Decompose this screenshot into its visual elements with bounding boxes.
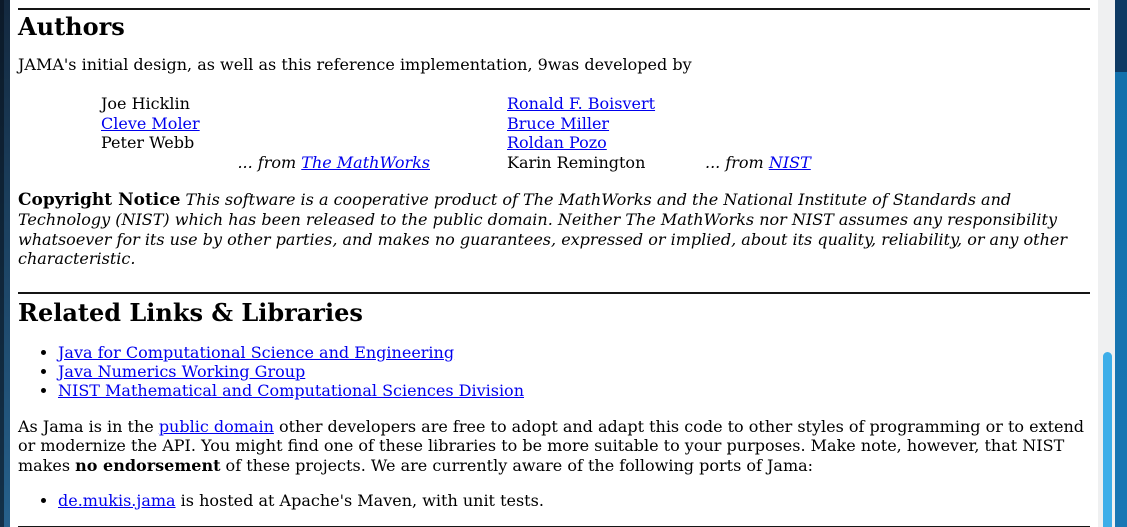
- author-link[interactable]: Bruce Miller: [507, 113, 610, 133]
- copyright-paragraph: [18, 190, 1090, 269]
- port-description: is hosted at Apache's Maven, with unit tests.: [175, 491, 544, 511]
- copyright-label: Copyright Notice: [18, 190, 181, 211]
- mathworks-link[interactable]: The MathWorks: [301, 152, 430, 172]
- vertical-scrollbar[interactable]: [1098, 0, 1115, 527]
- author-name: Karin Remington: [507, 152, 646, 172]
- ports-list: [18, 491, 1090, 510]
- scrollbar-thumb[interactable]: [1103, 352, 1112, 527]
- list-item: [58, 381, 1090, 400]
- paragraph-text: of these projects. We are currently aware of the following ports of Jama:: [220, 455, 814, 475]
- nist-link[interactable]: NIST: [768, 152, 811, 172]
- copyright-text: This software is a cooperative product of The MathWorks and the National Institute of Standards and Technology (NIST) which has been released to the public domain. Neither The MathWorks nor NIST assumes any responsibility whatsoever for its use by other parties, and makes no guarantees, expressed or implied, about its quality, reliability, or any other characteristic.: [18, 190, 1068, 269]
- from-prefix: ... from: [237, 152, 302, 172]
- list-item: [58, 343, 1090, 362]
- window-right-edge: [1115, 0, 1127, 527]
- window-left-edge: [0, 0, 10, 527]
- authors-row: [101, 133, 1090, 152]
- section-divider: [18, 292, 1090, 294]
- related-link[interactable]: Java for Computational Science and Engineering: [58, 342, 455, 362]
- list-item: [58, 362, 1090, 381]
- authors-intro: JAMA's initial design, as well as this reference implementation, 9was developed by: [18, 55, 692, 74]
- from-prefix: ... from: [705, 152, 769, 172]
- window-right-edge-top: [1115, 0, 1127, 72]
- authors-table: [101, 94, 1090, 172]
- paragraph-text: As Jama is in the: [18, 416, 159, 436]
- authors-row: [101, 153, 1090, 172]
- page-viewport: [10, 0, 1098, 527]
- author-name: Peter Webb: [101, 133, 195, 153]
- public-domain-link[interactable]: public domain: [158, 416, 274, 436]
- paragraph-text: other developers are free to adopt and adapt this code to other styles of programming or to extend or modernize the API. You might find one of these libraries to be more suitable to your purposes. Make note, however, that NIST makes: [18, 416, 1085, 475]
- author-name: Joe Hicklin: [101, 94, 190, 114]
- author-link[interactable]: Ronald F. Boisvert: [507, 94, 656, 114]
- port-link[interactable]: de.mukis.jama: [58, 491, 176, 511]
- related-link[interactable]: Java Numerics Working Group: [58, 362, 306, 382]
- related-link[interactable]: NIST Mathematical and Computational Sciences Division: [58, 381, 524, 401]
- related-links-heading: Related Links & Libraries: [18, 297, 363, 327]
- ports-intro-paragraph: [18, 417, 1090, 476]
- related-links-list: [18, 343, 1090, 401]
- authors-row: [101, 94, 1090, 113]
- authors-heading: Authors: [18, 12, 125, 41]
- page-content: [10, 8, 1098, 527]
- window-right-edge-bottom: [1115, 72, 1127, 527]
- authors-row: [101, 114, 1090, 133]
- author-link[interactable]: Roldan Pozo: [507, 133, 607, 153]
- author-link[interactable]: Cleve Moler: [101, 113, 200, 133]
- no-endorsement-text: no endorsement: [75, 455, 221, 475]
- list-item: [58, 491, 1090, 510]
- top-divider: [18, 8, 1090, 10]
